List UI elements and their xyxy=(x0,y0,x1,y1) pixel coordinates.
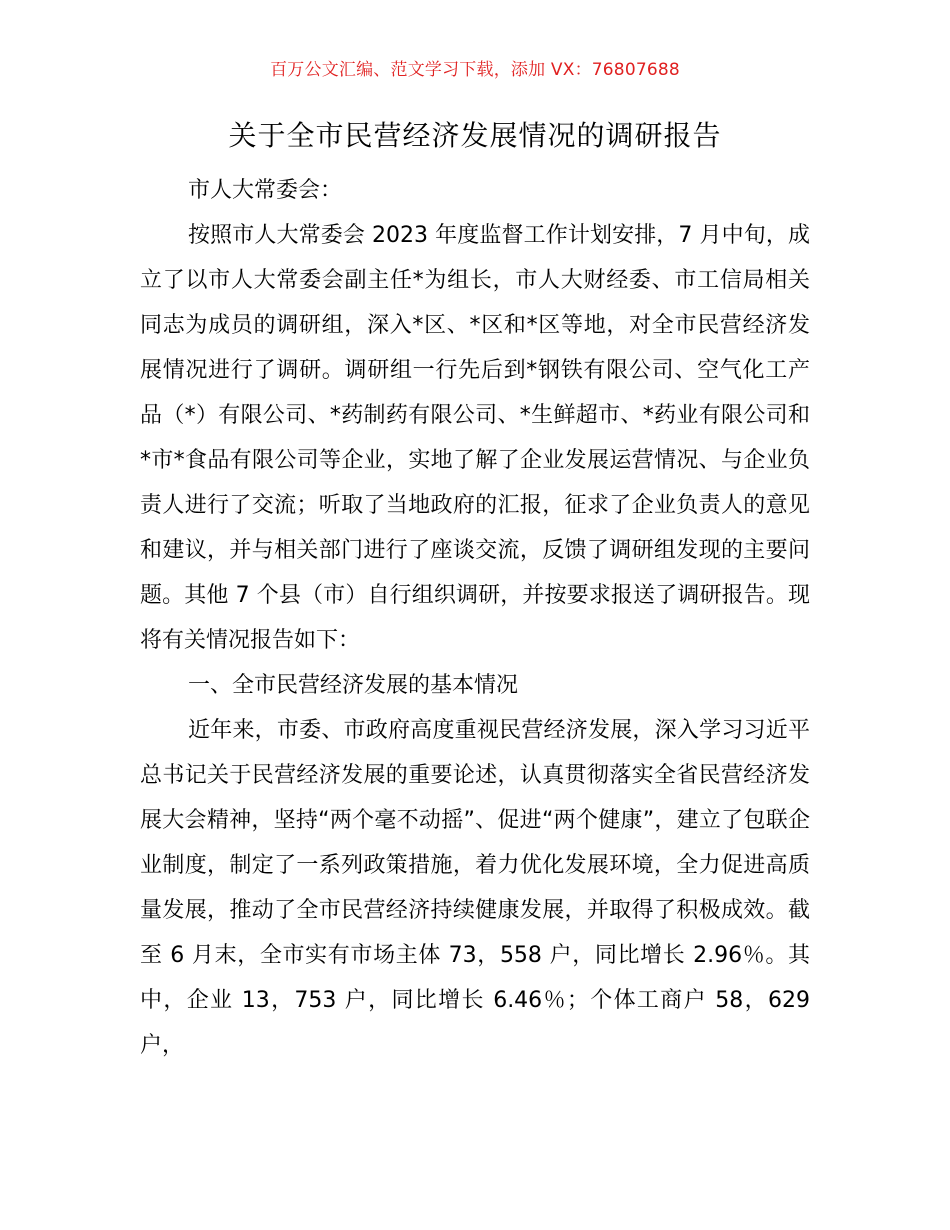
document-title: 关于全市民营经济发展情况的调研报告 xyxy=(228,119,722,152)
salutation: 市人大常委会： xyxy=(188,178,343,203)
paragraph-basic-situation: 近年来，市委、市政府高度重视民营经济发展，深入学习习近平总书记关于民营经济发展的重要论述，认真贯彻落实全省民营经济发展大会精神，坚持“两个毫不动摇”、促进“两个健康”，建立了包联企业制度，制定了一系列政策措施，着力优化发展环境，全力促进高质量发展，推动了全市民营经济持续健康发展，并取得了积极成效。截至 6 月末，全市实有市场主体 73，558 户，同比增长 2.96％。其中，企业 13，753 户，同比增长 6.46％；个体工商户 58，629 户， xyxy=(140,718,810,1058)
paragraph-intro: 按照市人大常委会 2023 年度监督工作计划安排，7 月中旬，成立了以市人大常委会副主任*为组长，市人大财经委、市工信局相关同志为成员的调研组，深入*区、*区和*区等地，对全市民营经济发展情况进行了调研。调研组一行先后到*钢铁有限公司、空气化工产品（*）有限公司、*药制药有限公司、*生鲜超市、*药业有限公司和*市*食品有限公司等企业，实地了解了企业发展运营情况、与企业负责人进行了交流；听取了当地政府的汇报，征求了企业负责人的意见和建议，并与相关部门进行了座谈交流，反馈了调研组发现的主要问题。其他 7 个县（市）自行组织调研，并按要求报送了调研报告。现将有关情况报告如下： xyxy=(140,223,810,653)
document-body xyxy=(140,168,810,1068)
watermark-text: 百万公文汇编、范文学习下载，添加 VX：76807688 xyxy=(270,60,680,80)
section-heading: 一、全市民营经济发展的基本情况 xyxy=(188,673,519,698)
